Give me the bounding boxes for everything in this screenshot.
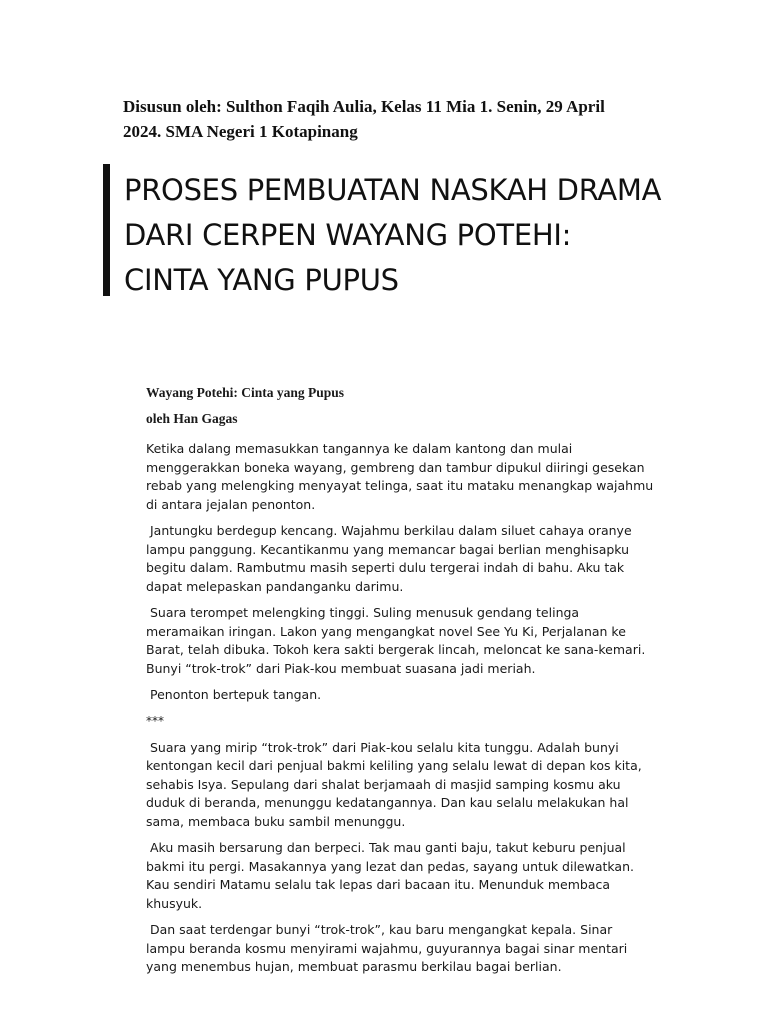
story-paragraph: Suara yang mirip “trok-trok” dari Piak-kou selalu kita tunggu. Adalah bunyi kentongan kecil dari penjual bakmi keliling yang selalu lewat di depan kos kita, sehabis Isya. Sepulang dari shalat berjamaah di masjid samping kosmu aku duduk di beranda, menunggu kedatangannya. Dan kau selalu melakukan hal sama, membaca buku sambil menunggu.	[146, 739, 646, 829]
title-accent-bar	[103, 164, 110, 296]
story-title: Wayang Potehi: Cinta yang Pupus	[146, 385, 345, 400]
story-paragraph: Suara terompet melengking tinggi. Suling menusuk gendang telinga meramaikan iringan. Lakon yang mengangkat novel See Yu Ki, Perjalanan ke Barat, telah dibuka. Tokoh kera sakti bergerak lincah, meloncat ke sana-kemari. Bunyi “trok-trok” dari Piak-kou membuat suasana jadi meriah.	[146, 605, 650, 676]
scene-separator: ***	[146, 713, 164, 728]
story-body	[146, 384, 658, 985]
story-paragraph: Ketika dalang memasukkan tangannya ke dalam kantong dan mulai menggerakkan boneka wayang, gembreng dan tambur dipukul diiringi gesekan rebab yang melengking menyayat telinga, saat itu mataku menangkap wajahmu di antara jejalan penonton.	[146, 441, 658, 512]
story-paragraph: Penonton bertepuk tangan.	[146, 687, 322, 702]
story-paragraph: Aku masih bersarung dan berpeci. Tak mau ganti baju, takut keburu penjual bakmi itu pergi. Masakannya yang lezat dan pedas, sayang untuk dilewatkan. Kau sendiri Matamu selalu tak lepas dari bacaan itu. Menunduk membaca khusyuk.	[146, 840, 638, 911]
story-author: oleh Han Gagas	[146, 411, 238, 426]
story-paragraph: Dan saat terdengar bunyi “trok-trok”, kau baru mengangkat kepala. Sinar lampu beranda kosmu menyirami wajahmu, guyurannya bagai sinar mentari yang menembus hujan, membuat parasmu berkilau bagai berlian.	[146, 922, 632, 974]
author-byline: Disusun oleh: Sulthon Faqih Aulia, Kelas 11 Mia 1. Senin, 29 April 2024. SMA Negeri 1 Kotapinang	[123, 97, 605, 141]
story-paragraph: Jantungku berdegup kencang. Wajahmu berkilau dalam siluet cahaya oranye lampu panggung. Kecantikanmu yang memancar bagai berlian menghisapku begitu dalam. Rambutmu masih seperti dulu tergerai indah di bahu. Aku tak dapat melepaskan pandanganku darimu.	[146, 523, 636, 594]
document-title: PROSES PEMBUATAN NASKAH DRAMA DARI CERPEN WAYANG POTEHI: CINTA YANG PUPUS	[124, 173, 662, 297]
